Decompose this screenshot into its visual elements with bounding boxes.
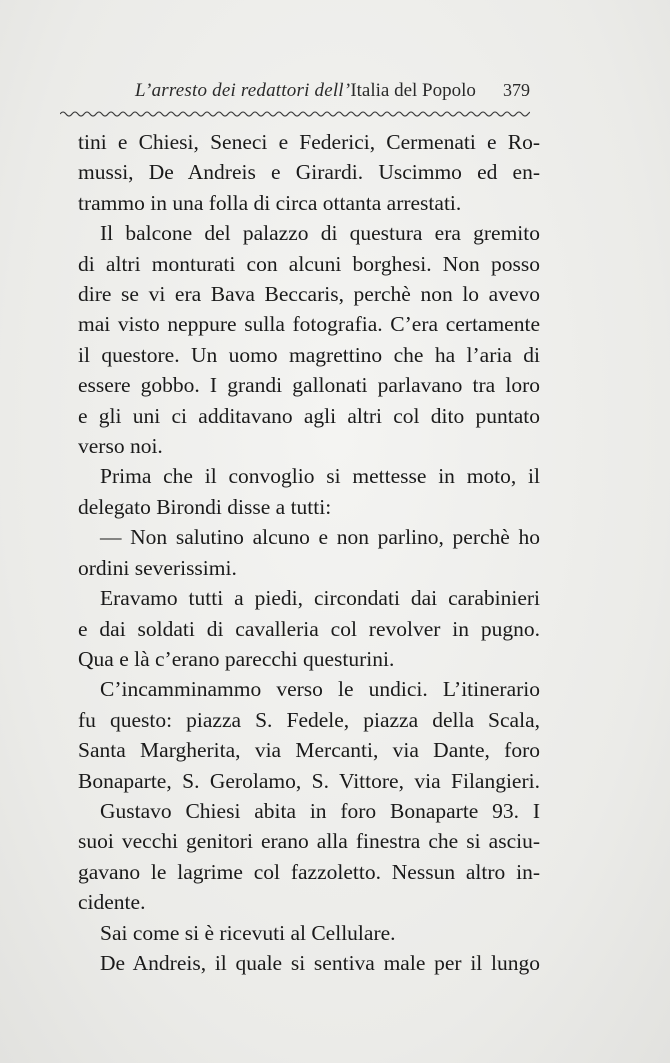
text-line: essere gobbo. I grandi gallonati parlavano tra loro [78,373,540,398]
text-line: Prima che il convoglio si mettesse in moto, il [100,464,540,489]
text-line: trammo in una folla di circa ottanta arrestati. [78,190,462,215]
running-header [135,80,530,108]
body-text [78,127,540,978]
header-title-italic: L’arresto dei redattori dell’ [135,80,351,101]
text-line: gavano le lagrime col fazzoletto. Nessun altro in- [78,859,540,884]
text-line: suoi vecchi genitori erano alla finestra che si asciu- [78,829,540,854]
text-line: mussi, De Andreis e Girardi. Uscimmo ed en- [78,160,540,185]
text-line: ordini severissimi. [78,555,237,580]
text-line: cidente. [78,890,146,915]
decorative-wavy-rule [60,108,530,122]
text-line: Eravamo tutti a piedi, circondati dai carabinieri [100,586,540,611]
text-line: — Non salutino alcuno e non parlino, perchè ho [100,525,540,550]
text-line: Il balcone del palazzo di questura era gremito [100,221,540,246]
text-line: De Andreis, il quale si sentiva male per il lungo [100,950,540,975]
text-line: verso noi. [78,434,163,459]
text-line: Sai come si è ricevuti al Cellulare. [100,920,396,945]
text-line: Bonaparte, S. Gerolamo, S. Vittore, via Filangieri. [78,768,540,793]
text-line: il questore. Un uomo magrettino che ha l’aria di [78,342,540,367]
text-line: di altri monturati con alcuni borghesi. Non posso [78,251,540,276]
text-line: delegato Birondi disse a tutti: [78,494,332,519]
page-number: 379 [503,80,530,100]
text-line: e dai soldati di cavalleria col revolver in pugno. [78,616,540,641]
header-title-roman: Italia del Popolo [350,80,476,101]
text-line: Santa Margherita, via Mercanti, via Dante, foro [78,738,540,763]
text-line: mai visto neppure sulla fotografia. C’era certamente [78,312,540,337]
text-line: fu questo: piazza S. Fedele, piazza della Scala, [78,707,540,732]
text-line: Qua e là c’erano parecchi questurini. [78,646,395,671]
text-line: C’incamminammo verso le undici. L’itinerario [100,677,540,702]
text-line: Gustavo Chiesi abita in foro Bonaparte 93. I [100,798,540,823]
text-line: dire se vi era Bava Beccaris, perchè non lo avevo [78,282,540,307]
text-line: tini e Chiesi, Seneci e Federici, Cermenati e Ro- [78,130,540,154]
text-line: e gli uni ci additavano agli altri col dito puntato [78,403,540,428]
